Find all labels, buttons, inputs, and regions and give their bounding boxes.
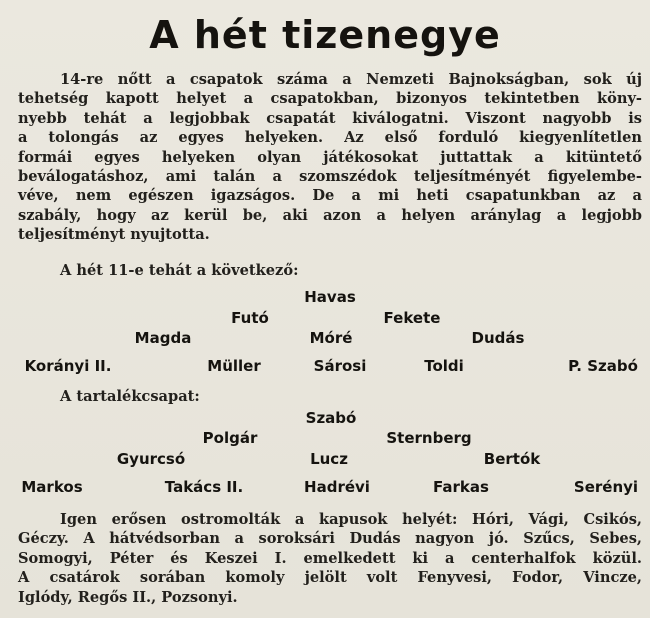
intro-line: véve, nem egészen igazságos. De a mi heti csapatunkban az a: [18, 187, 642, 205]
intro-line: nyebb tehát a legjobbak csapatát kiválogatni. Viszont nagyobb is: [18, 109, 642, 127]
article-title: A hét tizenegye: [149, 13, 501, 57]
reserve-team-forward: Takács II.: [164, 478, 244, 496]
first-team-forward: Müller: [207, 357, 261, 375]
intro-line: beválogatáshoz, ami talán a szomszédok teljesítményét figyelembe-: [18, 168, 642, 186]
first-team-heading: A hét 11-e tehát a következő:: [60, 262, 299, 279]
first-team-forward: Korányi II.: [24, 357, 112, 375]
reserve-team-back: Sternberg: [386, 429, 472, 447]
reserve-team-back: Polgár: [202, 429, 258, 447]
reserve-team-goalkeeper: Szabó: [305, 409, 357, 427]
intro-line: a tolongás az egyes helyeken. Az első forduló kiegyenlítetlen: [18, 129, 642, 147]
first-team-half: Magda: [134, 329, 192, 347]
first-team-back: Fekete: [383, 309, 441, 327]
intro-line: szabály, hogy az kerül be, aki azon a helyen aránylag a legjobb: [18, 206, 642, 224]
first-team-back: Futó: [231, 309, 269, 327]
reserve-team-forward: Hadrévi: [304, 478, 370, 496]
reserve-team-heading: A tartalékcsapat:: [60, 388, 200, 405]
intro-line: 14-re nőtt a csapatok száma a Nemzeti Bajnokságban, sok új: [60, 71, 642, 88]
outro-line: Igen erősen ostromolták a kapusok helyét: Hóri, Vági, Csikós,: [60, 511, 642, 528]
outro-line: Géczy. A hátvédsorban a soroksári Dudás nagyon jó. Szűcs, Sebes,: [18, 530, 642, 548]
intro-line: formái egyes helyeken olyan játékosokat juttattak a kitüntető: [18, 148, 642, 166]
reserve-team-half: Bertók: [483, 450, 541, 468]
outro-paragraph: [18, 510, 642, 607]
intro-paragraph: [18, 70, 642, 245]
outro-line: A csatárok sorában komoly jelölt volt Fenyvesi, Fodor, Vincze,: [18, 569, 642, 587]
intro-line: tehetség kapott helyet a csapatokban, bizonyos tekintetben köny-: [18, 90, 642, 108]
outro-line: Somogyi, Péter és Keszei I. emelkedett ki a centerhalfok közül.: [18, 549, 642, 567]
reserve-team-half: Gyurcsó: [116, 450, 186, 468]
reserve-team-forward: Serényi: [573, 478, 639, 496]
first-team-goalkeeper: Havas: [304, 288, 356, 306]
first-team-forward: Toldi: [424, 357, 464, 375]
first-team-half: Móré: [309, 329, 353, 347]
intro-line: teljesítményt nyujtotta.: [18, 226, 210, 244]
first-team-half: Dudás: [471, 329, 525, 347]
reserve-team-forward: Markos: [21, 478, 83, 496]
reserve-team-forward: Farkas: [433, 478, 489, 496]
reserve-team-half: Lucz: [310, 450, 348, 468]
first-team-forward: Sárosi: [313, 357, 367, 375]
outro-line: Iglódy, Regős II., Pozsonyi.: [18, 588, 238, 606]
first-team-forward: P. Szabó: [568, 357, 638, 375]
